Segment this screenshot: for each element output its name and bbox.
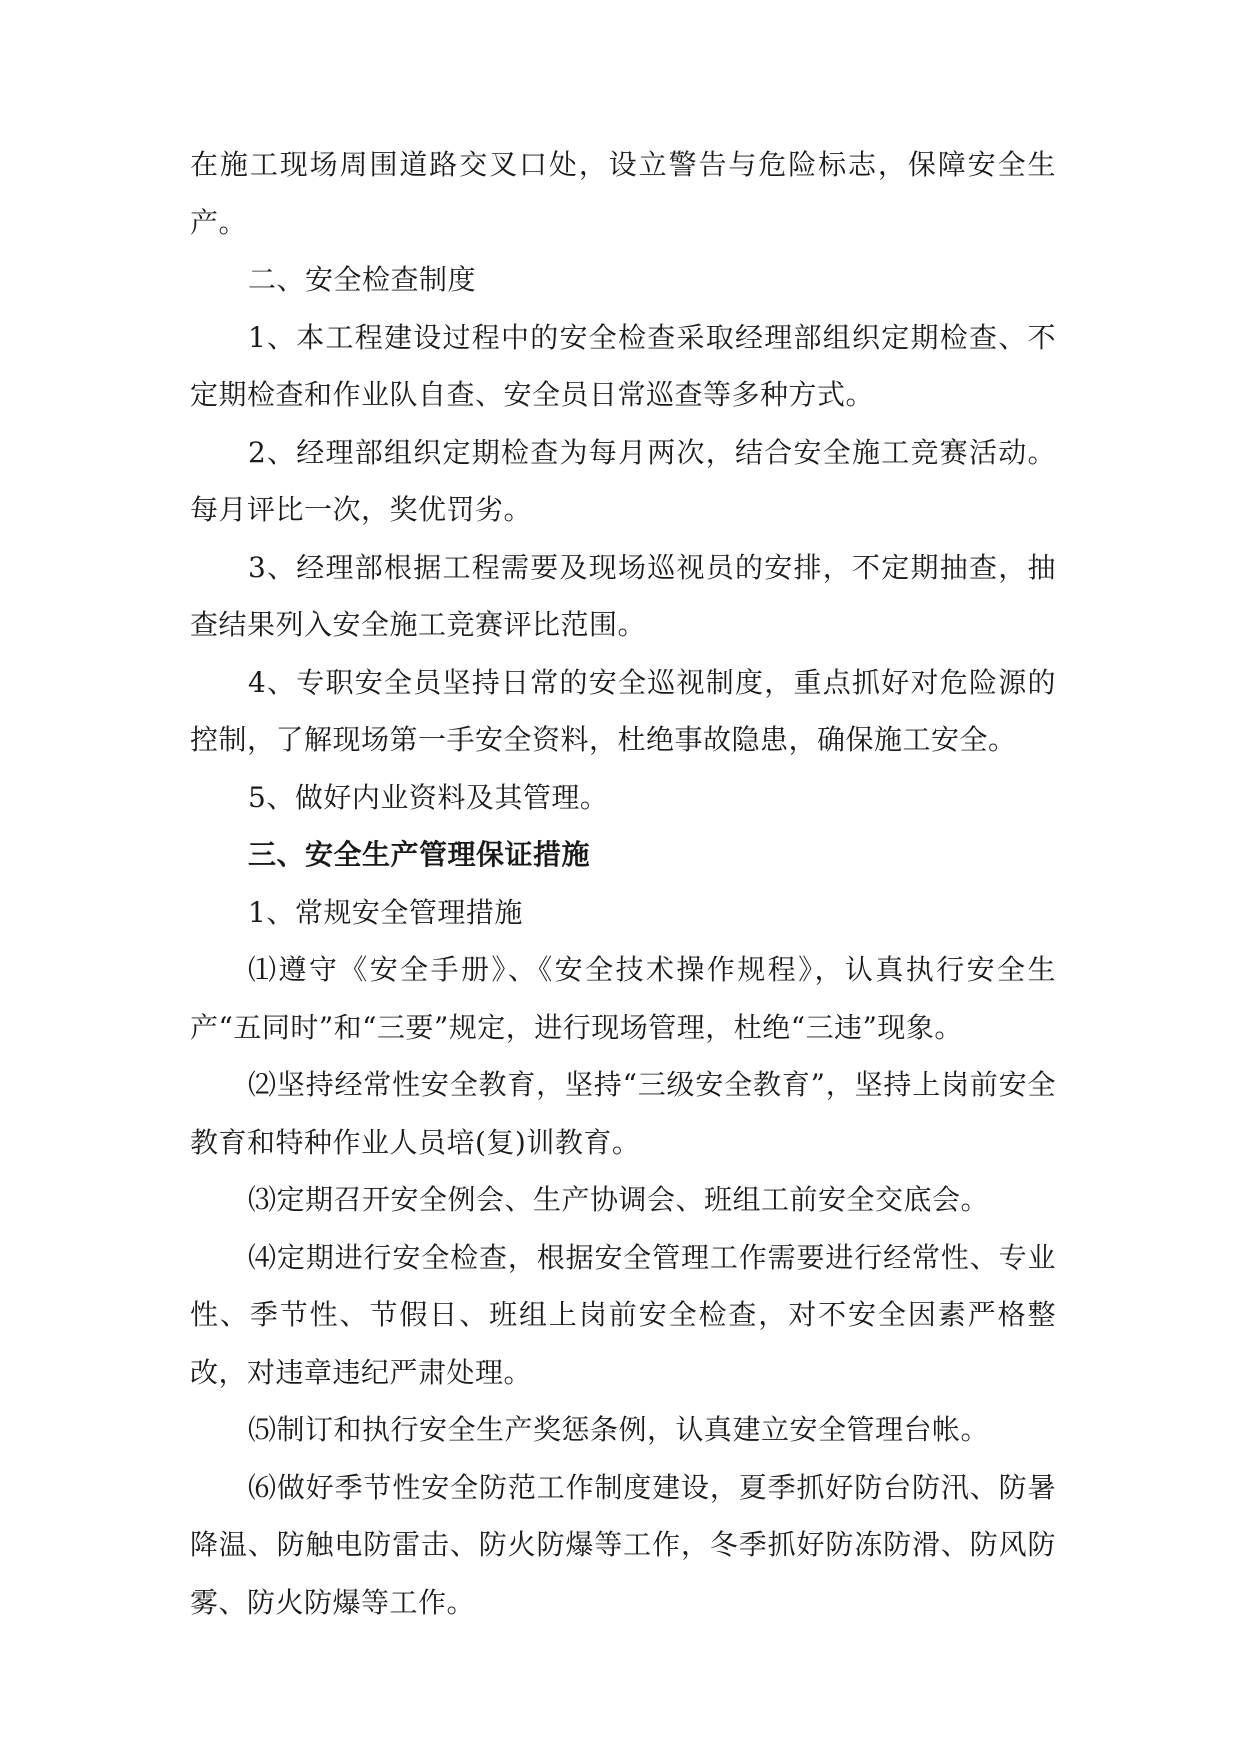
- paragraph-continuation: 在施工现场周围道路交叉口处，设立警告与危险标志，保障安全生产。: [190, 148, 1056, 239]
- paragraph-inspection-4: 4、专职安全员坚持日常的安全巡视制度，重点抓好对危险源的控制，了解现场第一手安全资料，杜绝事故隐患，确保施工安全。: [190, 665, 1056, 756]
- section-heading-safety-inspection: 二、安全检查制度: [248, 263, 477, 296]
- paragraph-measure-6: ⑹做好季节性安全防范工作制度建设，夏季抓好防台防汛、防暑降温、防触电防雷击、防火防爆等工作，冬季抓好防冻防滑、防风防雾、防火防爆等工作。: [190, 1470, 1056, 1619]
- subsection-heading-routine-measures: 1、常规安全管理措施: [248, 895, 523, 929]
- paragraph-measure-1: ⑴遵守《安全手册》、《安全技术操作规程》，认真执行安全生产“五同时”和“三要”规定，进行现场管理，杜绝“三违”现象。: [190, 953, 1056, 1044]
- paragraph-measure-4: ⑷定期进行安全检查，根据安全管理工作需要进行经常性、专业性、季节性、节假日、班组上岗前安全检查，对不安全因素严格整改，对违章违纪严肃处理。: [190, 1240, 1056, 1389]
- paragraph-measure-2: ⑵坚持经常性安全教育，坚持“三级安全教育”，坚持上岗前安全教育和特种作业人员培(复)训教育。: [190, 1068, 1056, 1159]
- paragraph-inspection-1: 1、本工程建设过程中的安全检查采取经理部组织定期检查、不定期检查和作业队自查、安全员日常巡查等多种方式。: [190, 320, 1056, 411]
- section-heading-safety-measures: 三、安全生产管理保证措施: [248, 838, 591, 871]
- paragraph-measure-5: ⑸制订和执行安全生产奖惩条例，认真建立安全管理台帐。: [248, 1413, 990, 1446]
- document-body: [190, 136, 1056, 1631]
- paragraph-inspection-2: 2、经理部组织定期检查为每月两次，结合安全施工竞赛活动。每月评比一次，奖优罚劣。: [190, 435, 1056, 526]
- paragraph-inspection-5: 5、做好内业资料及其管理。: [248, 780, 609, 814]
- paragraph-measure-3: ⑶定期召开安全例会、生产协调会、班组工前安全交底会。: [248, 1183, 990, 1216]
- paragraph-inspection-3: 3、经理部根据工程需要及现场巡视员的安排，不定期抽查，抽查结果列入安全施工竞赛评比范围。: [190, 550, 1056, 641]
